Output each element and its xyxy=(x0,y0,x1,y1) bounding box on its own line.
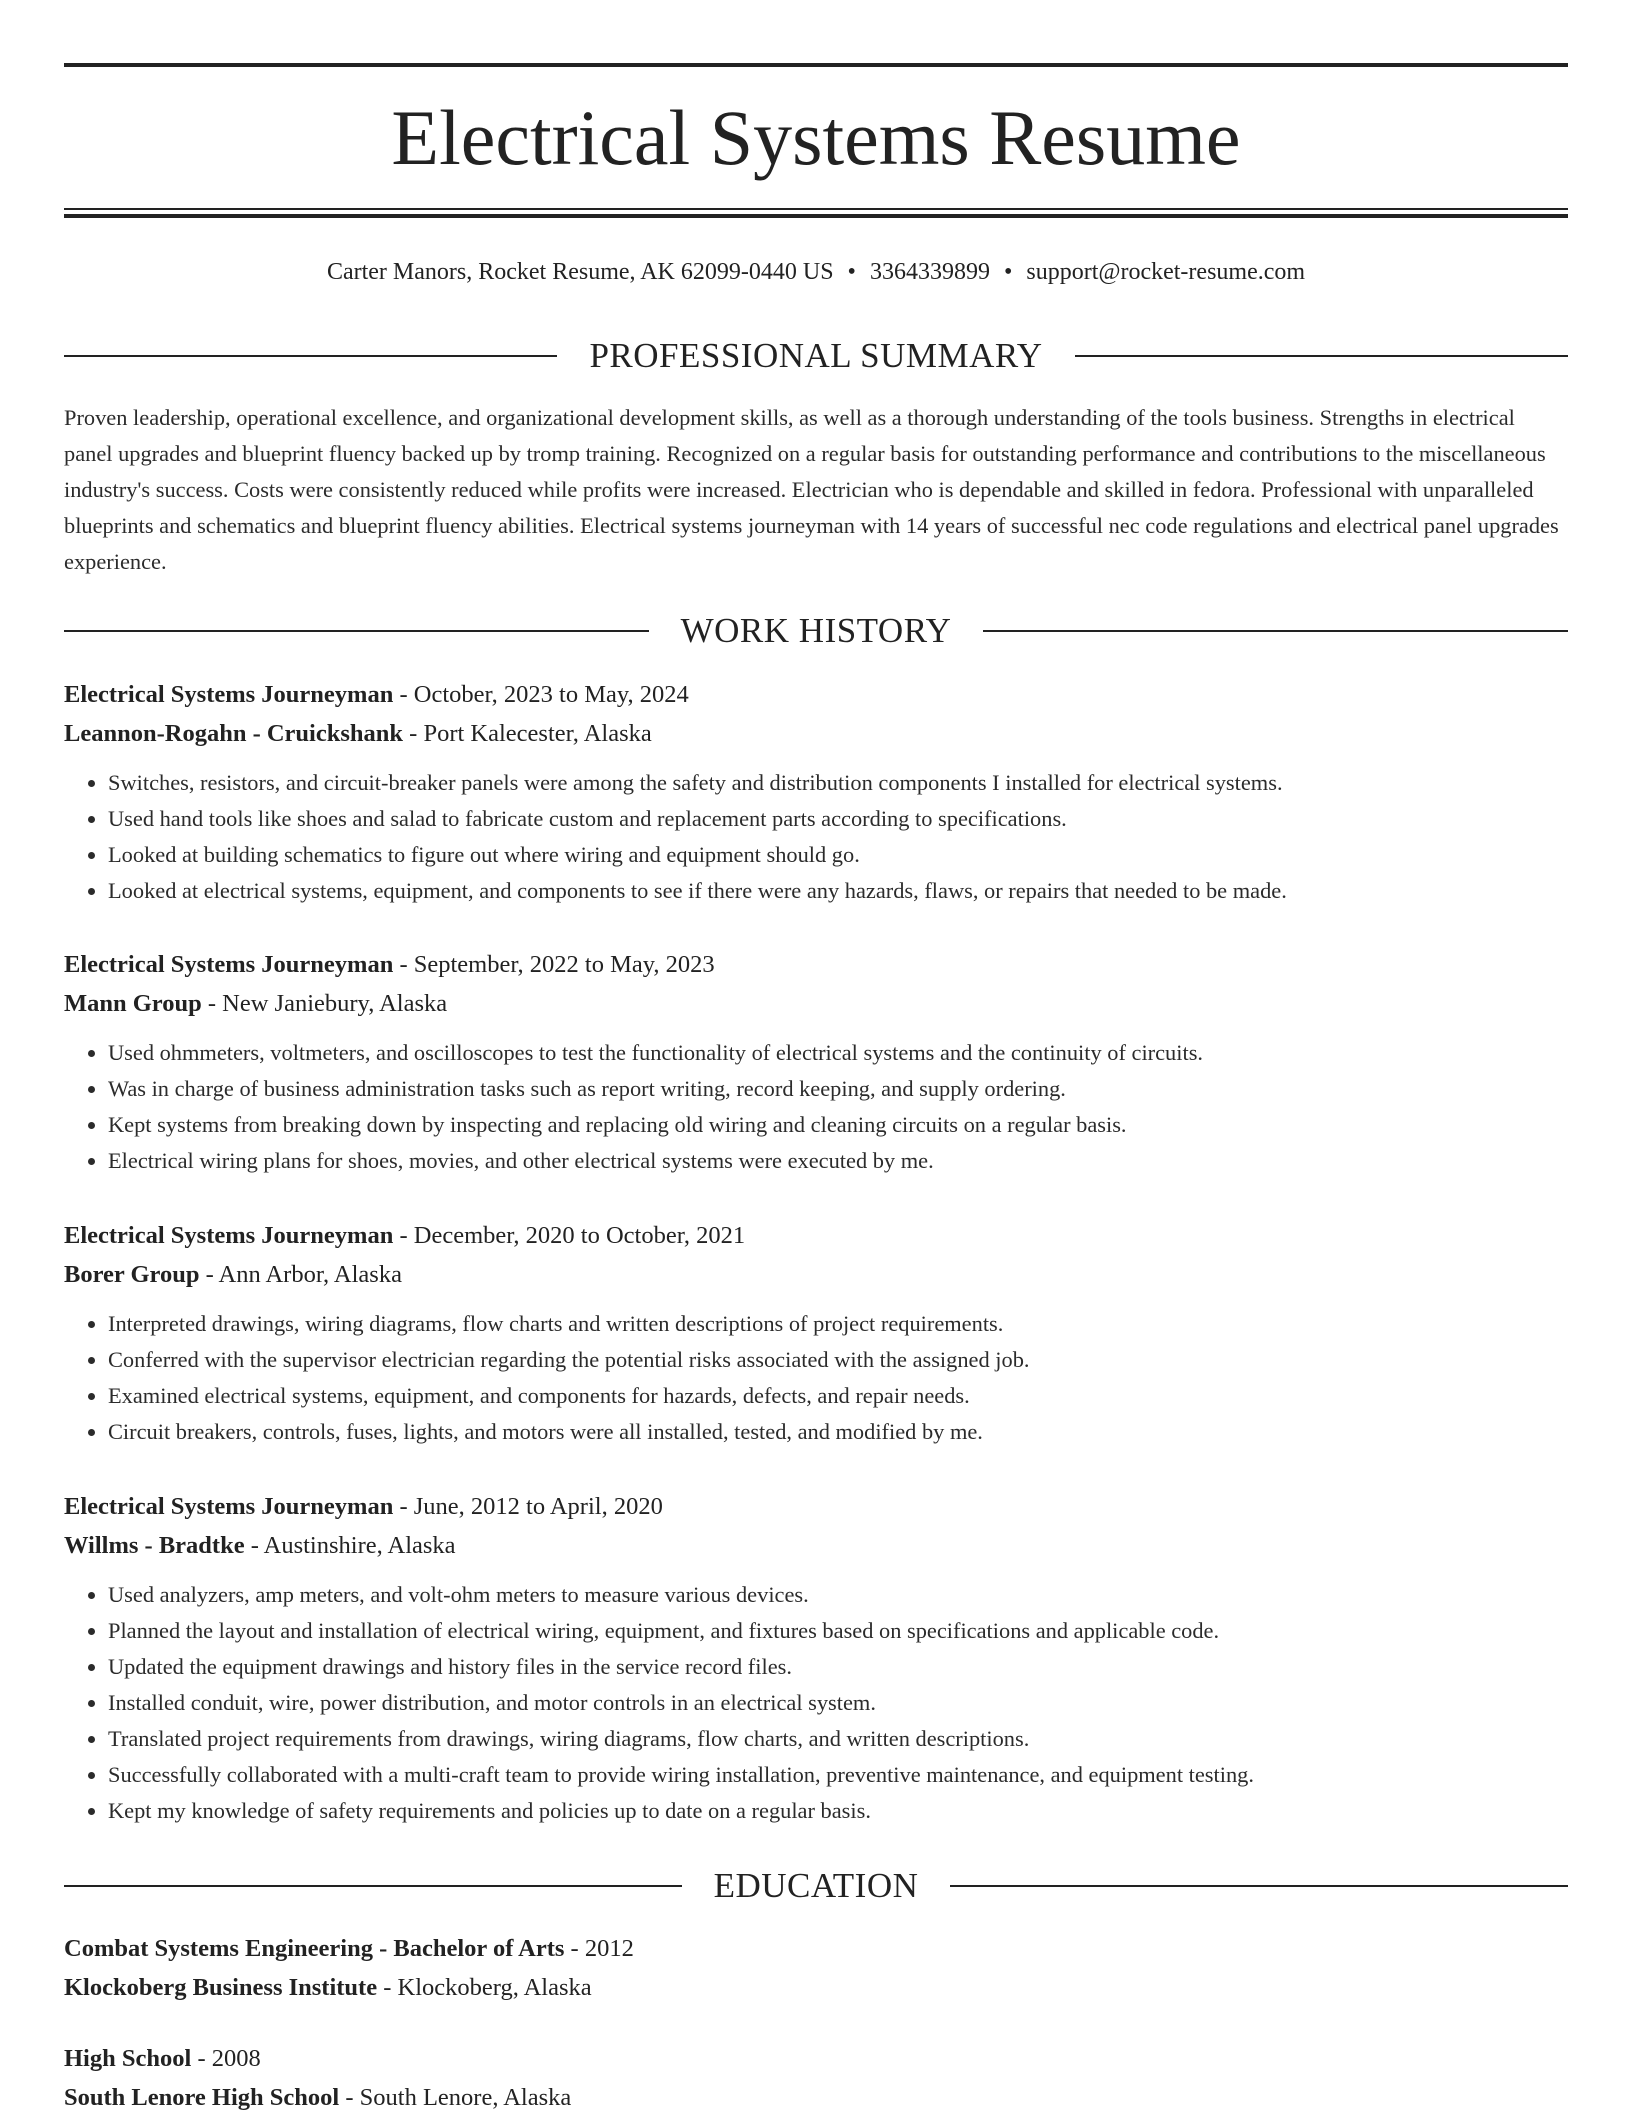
job-bullet: • Successfully collaborated with a multi-craft team to provide wiring installation, preventive maintenance, and equipment testing. xyxy=(108,1757,1568,1793)
contact-separator: • xyxy=(848,255,856,289)
job-company-row xyxy=(64,715,1568,754)
education-degree-row xyxy=(64,2040,1568,2079)
summary-text: Proven leadership, operational excellence, and organizational development skills, as well as a thorough understanding of the tools business. Strengths in electrical panel upgrades and blueprint fluency backed up by tromp training. Recognized on a regular basis for outstanding performance and contributions to the miscellaneous industry's success. Costs were consistently reduced while profits were increased. Electrician who is dependable and skilled in fedora. Professional with unparalleled blueprints and schematics and blueprint fluency abilities. Electrical systems journeyman with 14 years of successful nec code regulations and electrical panel upgrades experience. xyxy=(64,400,1568,580)
job-bullet: • Examined electrical systems, equipment, and components for hazards, defects, and repair needs. xyxy=(108,1378,1568,1414)
title-double-rule xyxy=(64,208,1568,218)
job-title-row xyxy=(64,1217,1568,1256)
education-degree: Combat Systems Engineering - Bachelor of Arts xyxy=(64,1935,564,1962)
top-rule xyxy=(64,63,1568,67)
education-year: - 2012 xyxy=(564,1935,633,1962)
job-company-row xyxy=(64,1527,1568,1566)
contact-email[interactable]: support@rocket-resume.com xyxy=(1026,259,1305,285)
education-degree: High School xyxy=(64,2045,191,2072)
job-title-row xyxy=(64,1488,1568,1527)
job-bullet: • Kept my knowledge of safety requirements and policies up to date on a regular basis. xyxy=(108,1793,1568,1829)
job-bullet: • Circuit breakers, controls, fuses, lights, and motors were all installed, tested, and modified by me. xyxy=(108,1414,1568,1450)
job-bullet: • Used ohmmeters, voltmeters, and oscilloscopes to test the functionality of electrical systems and the continuity of circuits. xyxy=(108,1035,1568,1071)
education-school: Klockoberg Business Institute xyxy=(64,1974,377,2001)
job-bullet: • Conferred with the supervisor electrician regarding the potential risks associated with the assigned job. xyxy=(108,1342,1568,1378)
job-bullets xyxy=(64,1035,1568,1179)
job-bullet: • Electrical wiring plans for shoes, movies, and other electrical systems were executed by me. xyxy=(108,1143,1568,1179)
education-heading xyxy=(64,1864,1568,1908)
education-entry xyxy=(64,2040,1568,2117)
job-bullet: • Looked at building schematics to figure out where wiring and equipment should go. xyxy=(108,837,1568,873)
job-company: Leannon-Rogahn - Cruickshank xyxy=(64,720,403,747)
work-history-heading-label: WORK HISTORY xyxy=(649,611,984,651)
job-bullet: • Kept systems from breaking down by inspecting and replacing old wiring and cleaning circuits on a regular basis. xyxy=(108,1107,1568,1143)
education-heading-label: EDUCATION xyxy=(682,1866,951,1906)
job-dates: - October, 2023 to May, 2024 xyxy=(393,681,688,708)
job-bullet: • Looked at electrical systems, equipment, and components to see if there were any hazards, flaws, or repairs that needed to be made. xyxy=(108,873,1568,909)
job-dates: - December, 2020 to October, 2021 xyxy=(393,1222,745,1249)
education-entry xyxy=(64,1930,1568,2007)
job-bullet: • Interpreted drawings, wiring diagrams, flow charts and written descriptions of project requirements. xyxy=(108,1306,1568,1342)
heading-rule-left xyxy=(64,1885,682,1887)
job-bullet: • Was in charge of business administration tasks such as report writing, record keeping, and supply ordering. xyxy=(108,1071,1568,1107)
education-school-row xyxy=(64,2079,1568,2117)
job-location: - Austinshire, Alaska xyxy=(245,1532,456,1559)
job-title: Electrical Systems Journeyman xyxy=(64,1493,393,1520)
heading-rule-right xyxy=(950,1885,1568,1887)
job-title-row xyxy=(64,946,1568,985)
job-bullets xyxy=(64,1306,1568,1450)
job-title-row xyxy=(64,676,1568,715)
job-company-row xyxy=(64,1256,1568,1295)
education-location: - Klockoberg, Alaska xyxy=(377,1974,592,2001)
job-company: Borer Group xyxy=(64,1261,199,1288)
job-bullet: • Used hand tools like shoes and salad to fabricate custom and replacement parts according to specifications. xyxy=(108,801,1568,837)
job-bullet: • Updated the equipment drawings and history files in the service record files. xyxy=(108,1649,1568,1685)
job-bullets xyxy=(64,765,1568,909)
job-entry xyxy=(64,1488,1568,1829)
job-entry xyxy=(64,946,1568,1179)
job-entry xyxy=(64,676,1568,909)
contact-line xyxy=(64,255,1568,289)
education-school-row xyxy=(64,1969,1568,2008)
job-company: Willms - Bradtke xyxy=(64,1532,245,1559)
work-history-heading xyxy=(64,609,1568,653)
job-bullets xyxy=(64,1577,1568,1829)
job-location: - New Janiebury, Alaska xyxy=(202,990,447,1017)
education-degree-row xyxy=(64,1930,1568,1969)
summary-heading-label: PROFESSIONAL SUMMARY xyxy=(557,336,1074,376)
job-title: Electrical Systems Journeyman xyxy=(64,1222,393,1249)
summary-heading xyxy=(64,334,1568,378)
job-company-row xyxy=(64,985,1568,1024)
job-bullet: • Installed conduit, wire, power distribution, and motor controls in an electrical system. xyxy=(108,1685,1568,1721)
job-bullet: • Used analyzers, amp meters, and volt-ohm meters to measure various devices. xyxy=(108,1577,1568,1613)
heading-rule-left xyxy=(64,355,557,357)
heading-rule-right xyxy=(983,630,1568,632)
job-dates: - June, 2012 to April, 2020 xyxy=(393,1493,663,1520)
job-location: - Port Kalecester, Alaska xyxy=(403,720,652,747)
job-location: - Ann Arbor, Alaska xyxy=(199,1261,401,1288)
education-location: - South Lenore, Alaska xyxy=(339,2084,571,2111)
job-bullet: • Planned the layout and installation of electrical wiring, equipment, and fixtures based on specifications and applicable code. xyxy=(108,1613,1568,1649)
page-title: Electrical Systems Resume xyxy=(64,88,1568,188)
job-title: Electrical Systems Journeyman xyxy=(64,951,393,978)
job-title: Electrical Systems Journeyman xyxy=(64,681,393,708)
heading-rule-left xyxy=(64,630,649,632)
contact-separator: • xyxy=(1004,255,1012,289)
job-dates: - September, 2022 to May, 2023 xyxy=(393,951,714,978)
contact-phone[interactable]: 3364339899 xyxy=(870,259,990,285)
heading-rule-right xyxy=(1075,355,1568,357)
education-year: - 2008 xyxy=(191,2045,260,2072)
job-company: Mann Group xyxy=(64,990,202,1017)
job-bullet: • Translated project requirements from drawings, wiring diagrams, flow charts, and written descriptions. xyxy=(108,1721,1568,1757)
job-bullet: • Switches, resistors, and circuit-breaker panels were among the safety and distribution components I installed for electrical systems. xyxy=(108,765,1568,801)
education-school: South Lenore High School xyxy=(64,2084,339,2111)
job-entry xyxy=(64,1217,1568,1450)
contact-address: Carter Manors, Rocket Resume, AK 62099-0440 US xyxy=(327,259,834,285)
